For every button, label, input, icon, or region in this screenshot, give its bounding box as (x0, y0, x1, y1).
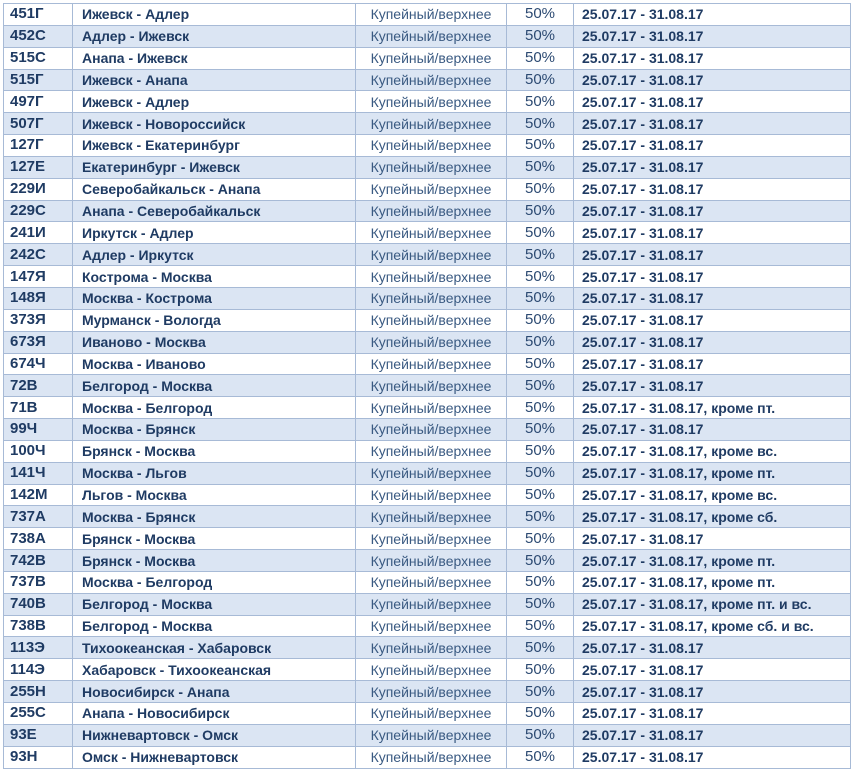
route-cell: Москва - Иваново (73, 353, 356, 375)
table-row (4, 222, 851, 244)
route-cell: Кострома - Москва (73, 266, 356, 288)
discount-cell: 50% (507, 353, 574, 375)
table-row (4, 462, 851, 484)
discount-cell: 50% (507, 637, 574, 659)
car-class-cell: Купейный/верхнее (356, 528, 507, 550)
table-row (4, 440, 851, 462)
car-class-cell: Купейный/верхнее (356, 91, 507, 113)
discount-cell: 50% (507, 419, 574, 441)
discount-cell: 50% (507, 69, 574, 91)
route-cell: Ижевск - Новороссийск (73, 113, 356, 135)
validity-dates-cell: 25.07.17 - 31.08.17 (574, 69, 851, 91)
validity-dates-cell: 25.07.17 - 31.08.17 (574, 200, 851, 222)
table-row (4, 135, 851, 157)
car-class-cell: Купейный/верхнее (356, 550, 507, 572)
table-row (4, 484, 851, 506)
train-number-cell: 99Ч (4, 419, 73, 441)
car-class-cell: Купейный/верхнее (356, 506, 507, 528)
discount-cell: 50% (507, 397, 574, 419)
table-row (4, 91, 851, 113)
validity-dates-cell: 25.07.17 - 31.08.17, кроме вс. (574, 440, 851, 462)
validity-dates-cell: 25.07.17 - 31.08.17 (574, 113, 851, 135)
validity-dates-cell: 25.07.17 - 31.08.17 (574, 156, 851, 178)
car-class-cell: Купейный/верхнее (356, 113, 507, 135)
route-cell: Москва - Брянск (73, 506, 356, 528)
car-class-cell: Купейный/верхнее (356, 703, 507, 725)
route-cell: Москва - Брянск (73, 419, 356, 441)
validity-dates-cell: 25.07.17 - 31.08.17 (574, 746, 851, 768)
car-class-cell: Купейный/верхнее (356, 156, 507, 178)
discount-cell: 50% (507, 550, 574, 572)
route-cell: Адлер - Ижевск (73, 25, 356, 47)
validity-dates-cell: 25.07.17 - 31.08.17 (574, 681, 851, 703)
route-cell: Анапа - Ижевск (73, 47, 356, 69)
validity-dates-cell: 25.07.17 - 31.08.17 (574, 724, 851, 746)
table-row (4, 397, 851, 419)
discount-cell: 50% (507, 462, 574, 484)
car-class-cell: Купейный/верхнее (356, 593, 507, 615)
car-class-cell: Купейный/верхнее (356, 25, 507, 47)
discount-cell: 50% (507, 484, 574, 506)
table-row (4, 615, 851, 637)
route-cell: Ижевск - Екатеринбург (73, 135, 356, 157)
train-number-cell: 229И (4, 178, 73, 200)
validity-dates-cell: 25.07.17 - 31.08.17, кроме пт. и вс. (574, 593, 851, 615)
validity-dates-cell: 25.07.17 - 31.08.17, кроме вс. (574, 484, 851, 506)
discount-cell: 50% (507, 25, 574, 47)
car-class-cell: Купейный/верхнее (356, 69, 507, 91)
table-row (4, 593, 851, 615)
validity-dates-cell: 25.07.17 - 31.08.17 (574, 528, 851, 550)
validity-dates-cell: 25.07.17 - 31.08.17 (574, 222, 851, 244)
route-cell: Новосибирск - Анапа (73, 681, 356, 703)
train-number-cell: 241И (4, 222, 73, 244)
car-class-cell: Купейный/верхнее (356, 353, 507, 375)
train-number-cell: 113Э (4, 637, 73, 659)
discount-cell: 50% (507, 113, 574, 135)
car-class-cell: Купейный/верхнее (356, 397, 507, 419)
train-number-cell: 127Г (4, 135, 73, 157)
table-row (4, 47, 851, 69)
car-class-cell: Купейный/верхнее (356, 331, 507, 353)
validity-dates-cell: 25.07.17 - 31.08.17 (574, 4, 851, 26)
validity-dates-cell: 25.07.17 - 31.08.17, кроме пт. (574, 462, 851, 484)
car-class-cell: Купейный/верхнее (356, 178, 507, 200)
discount-cell: 50% (507, 156, 574, 178)
train-number-cell: 71В (4, 397, 73, 419)
route-cell: Анапа - Северобайкальск (73, 200, 356, 222)
train-number-cell: 114Э (4, 659, 73, 681)
train-number-cell: 147Я (4, 266, 73, 288)
table-row (4, 353, 851, 375)
car-class-cell: Купейный/верхнее (356, 4, 507, 26)
validity-dates-cell: 25.07.17 - 31.08.17 (574, 244, 851, 266)
car-class-cell: Купейный/верхнее (356, 244, 507, 266)
train-number-cell: 142М (4, 484, 73, 506)
validity-dates-cell: 25.07.17 - 31.08.17 (574, 91, 851, 113)
table-row (4, 156, 851, 178)
route-cell: Анапа - Новосибирск (73, 703, 356, 725)
route-cell: Тихоокеанская - Хабаровск (73, 637, 356, 659)
car-class-cell: Купейный/верхнее (356, 681, 507, 703)
table-row (4, 200, 851, 222)
car-class-cell: Купейный/верхнее (356, 440, 507, 462)
train-number-cell: 255С (4, 703, 73, 725)
table-row (4, 375, 851, 397)
train-number-cell: 100Ч (4, 440, 73, 462)
discount-cell: 50% (507, 681, 574, 703)
route-cell: Ижевск - Адлер (73, 91, 356, 113)
route-cell: Омск - Нижневартовск (73, 746, 356, 768)
validity-dates-cell: 25.07.17 - 31.08.17 (574, 659, 851, 681)
discount-cell: 50% (507, 724, 574, 746)
table-row (4, 703, 851, 725)
discount-cell: 50% (507, 659, 574, 681)
car-class-cell: Купейный/верхнее (356, 200, 507, 222)
route-cell: Северобайкальск - Анапа (73, 178, 356, 200)
car-class-cell: Купейный/верхнее (356, 135, 507, 157)
route-cell: Екатеринбург - Ижевск (73, 156, 356, 178)
route-cell: Белгород - Москва (73, 375, 356, 397)
train-number-cell: 93Н (4, 746, 73, 768)
discount-cell: 50% (507, 266, 574, 288)
train-number-cell: 242С (4, 244, 73, 266)
table-row (4, 266, 851, 288)
table-row (4, 309, 851, 331)
car-class-cell: Купейный/верхнее (356, 462, 507, 484)
discount-cell: 50% (507, 4, 574, 26)
route-cell: Брянск - Москва (73, 528, 356, 550)
route-cell: Иваново - Москва (73, 331, 356, 353)
route-cell: Ижевск - Адлер (73, 4, 356, 26)
validity-dates-cell: 25.07.17 - 31.08.17 (574, 419, 851, 441)
discount-cell: 50% (507, 135, 574, 157)
route-cell: Белгород - Москва (73, 593, 356, 615)
validity-dates-cell: 25.07.17 - 31.08.17 (574, 287, 851, 309)
table-row (4, 506, 851, 528)
train-number-cell: 451Г (4, 4, 73, 26)
car-class-cell: Купейный/верхнее (356, 484, 507, 506)
train-number-cell: 497Г (4, 91, 73, 113)
car-class-cell: Купейный/верхнее (356, 419, 507, 441)
route-cell: Москва - Льгов (73, 462, 356, 484)
route-cell: Белгород - Москва (73, 615, 356, 637)
discount-cell: 50% (507, 200, 574, 222)
car-class-cell: Купейный/верхнее (356, 637, 507, 659)
car-class-cell: Купейный/верхнее (356, 222, 507, 244)
validity-dates-cell: 25.07.17 - 31.08.17 (574, 25, 851, 47)
discount-cell: 50% (507, 375, 574, 397)
car-class-cell: Купейный/верхнее (356, 375, 507, 397)
table-row (4, 69, 851, 91)
car-class-cell: Купейный/верхнее (356, 47, 507, 69)
discount-cell: 50% (507, 331, 574, 353)
table-row (4, 659, 851, 681)
discount-cell: 50% (507, 287, 574, 309)
validity-dates-cell: 25.07.17 - 31.08.17, кроме пт. (574, 571, 851, 593)
train-number-cell: 93Е (4, 724, 73, 746)
route-cell: Москва - Белгород (73, 397, 356, 419)
route-cell: Москва - Белгород (73, 571, 356, 593)
table-row (4, 550, 851, 572)
validity-dates-cell: 25.07.17 - 31.08.17, кроме пт. (574, 550, 851, 572)
table-row (4, 746, 851, 768)
discount-cell: 50% (507, 91, 574, 113)
route-cell: Брянск - Москва (73, 550, 356, 572)
route-cell: Брянск - Москва (73, 440, 356, 462)
route-cell: Хабаровск - Тихоокеанская (73, 659, 356, 681)
discount-cell: 50% (507, 615, 574, 637)
route-cell: Москва - Кострома (73, 287, 356, 309)
discount-cell: 50% (507, 440, 574, 462)
table-row (4, 244, 851, 266)
car-class-cell: Купейный/верхнее (356, 287, 507, 309)
discount-cell: 50% (507, 746, 574, 768)
train-number-cell: 742В (4, 550, 73, 572)
route-cell: Мурманск - Вологда (73, 309, 356, 331)
validity-dates-cell: 25.07.17 - 31.08.17 (574, 375, 851, 397)
train-number-cell: 673Я (4, 331, 73, 353)
discount-cell: 50% (507, 528, 574, 550)
train-number-cell: 740В (4, 593, 73, 615)
table-row (4, 287, 851, 309)
train-number-cell: 141Ч (4, 462, 73, 484)
table-row (4, 681, 851, 703)
car-class-cell: Купейный/верхнее (356, 659, 507, 681)
validity-dates-cell: 25.07.17 - 31.08.17 (574, 309, 851, 331)
discount-cell: 50% (507, 571, 574, 593)
train-number-cell: 452С (4, 25, 73, 47)
train-number-cell: 515С (4, 47, 73, 69)
table-body (4, 4, 851, 769)
discount-cell: 50% (507, 244, 574, 266)
train-number-cell: 507Г (4, 113, 73, 135)
validity-dates-cell: 25.07.17 - 31.08.17 (574, 353, 851, 375)
train-discount-table (3, 3, 851, 769)
validity-dates-cell: 25.07.17 - 31.08.17 (574, 178, 851, 200)
table-row (4, 113, 851, 135)
validity-dates-cell: 25.07.17 - 31.08.17 (574, 266, 851, 288)
validity-dates-cell: 25.07.17 - 31.08.17, кроме сб. и вс. (574, 615, 851, 637)
discount-cell: 50% (507, 703, 574, 725)
discount-cell: 50% (507, 47, 574, 69)
table-row (4, 25, 851, 47)
table-row (4, 178, 851, 200)
validity-dates-cell: 25.07.17 - 31.08.17 (574, 331, 851, 353)
validity-dates-cell: 25.07.17 - 31.08.17 (574, 47, 851, 69)
table-row (4, 571, 851, 593)
route-cell: Адлер - Иркутск (73, 244, 356, 266)
table-row (4, 637, 851, 659)
train-number-cell: 255Н (4, 681, 73, 703)
table-row (4, 331, 851, 353)
train-number-cell: 737А (4, 506, 73, 528)
car-class-cell: Купейный/верхнее (356, 571, 507, 593)
car-class-cell: Купейный/верхнее (356, 615, 507, 637)
validity-dates-cell: 25.07.17 - 31.08.17, кроме пт. (574, 397, 851, 419)
car-class-cell: Купейный/верхнее (356, 266, 507, 288)
car-class-cell: Купейный/верхнее (356, 309, 507, 331)
train-number-cell: 72В (4, 375, 73, 397)
discount-cell: 50% (507, 309, 574, 331)
table-row (4, 4, 851, 26)
route-cell: Льгов - Москва (73, 484, 356, 506)
train-number-cell: 515Г (4, 69, 73, 91)
route-cell: Иркутск - Адлер (73, 222, 356, 244)
validity-dates-cell: 25.07.17 - 31.08.17, кроме сб. (574, 506, 851, 528)
route-cell: Ижевск - Анапа (73, 69, 356, 91)
car-class-cell: Купейный/верхнее (356, 724, 507, 746)
discount-cell: 50% (507, 222, 574, 244)
validity-dates-cell: 25.07.17 - 31.08.17 (574, 135, 851, 157)
validity-dates-cell: 25.07.17 - 31.08.17 (574, 703, 851, 725)
car-class-cell: Купейный/верхнее (356, 746, 507, 768)
train-number-cell: 738А (4, 528, 73, 550)
discount-cell: 50% (507, 506, 574, 528)
discount-cell: 50% (507, 178, 574, 200)
train-number-cell: 148Я (4, 287, 73, 309)
route-cell: Нижневартовск - Омск (73, 724, 356, 746)
train-number-cell: 738В (4, 615, 73, 637)
table-row (4, 419, 851, 441)
train-number-cell: 373Я (4, 309, 73, 331)
discount-cell: 50% (507, 593, 574, 615)
validity-dates-cell: 25.07.17 - 31.08.17 (574, 637, 851, 659)
train-number-cell: 127Е (4, 156, 73, 178)
train-number-cell: 737В (4, 571, 73, 593)
table-row (4, 528, 851, 550)
train-number-cell: 229С (4, 200, 73, 222)
train-number-cell: 674Ч (4, 353, 73, 375)
